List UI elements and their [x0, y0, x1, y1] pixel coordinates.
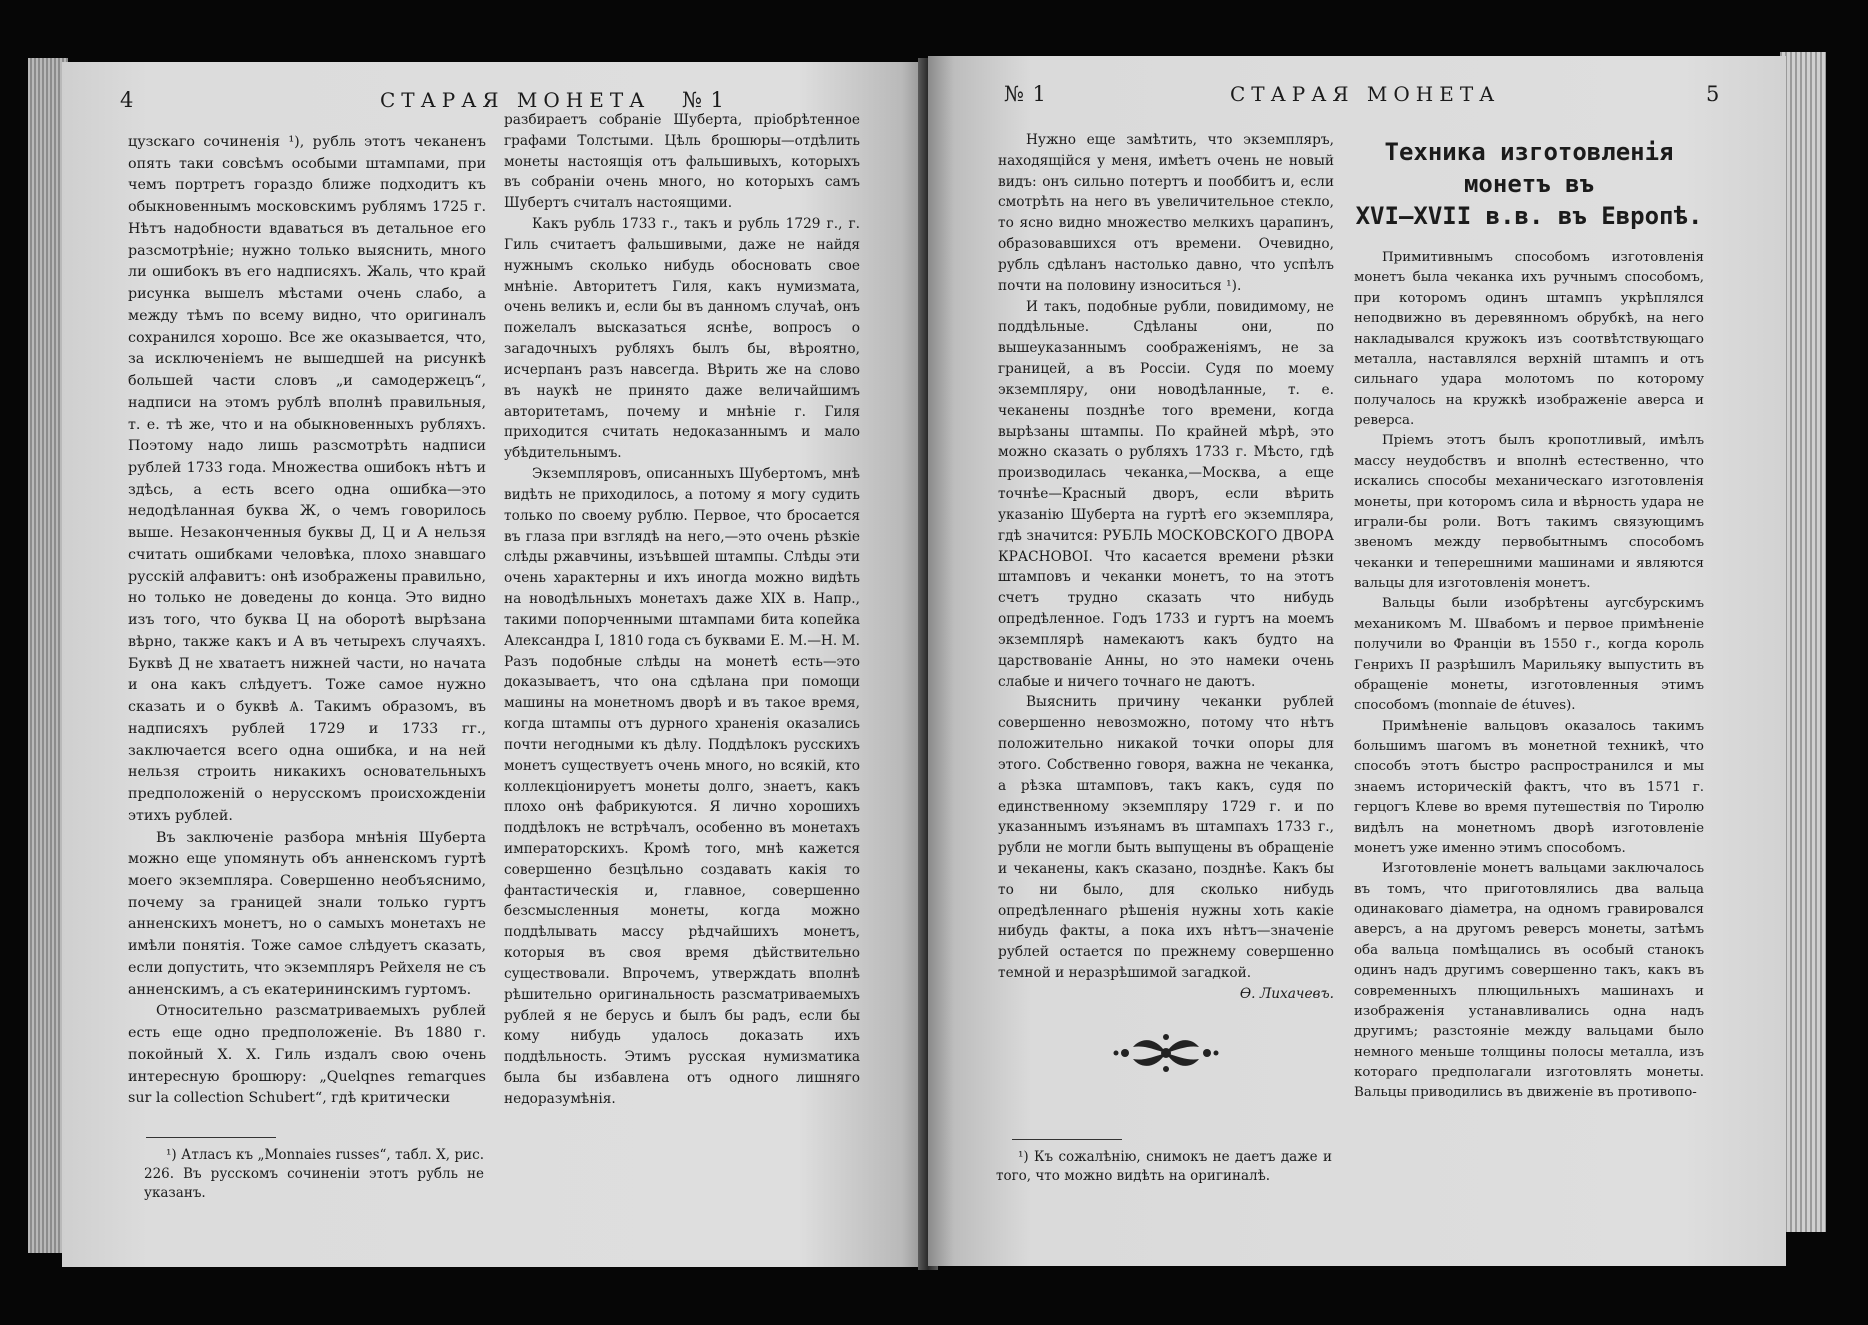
footnote-text: ¹) Къ сожалѣнію, снимокъ не даетъ даже и того, что можно видѣть на оригиналѣ.: [996, 1149, 1332, 1184]
left-column-2: [504, 110, 860, 1110]
author-signature: Ѳ. Лихачевъ.: [1239, 985, 1334, 1002]
page-number-left: 4: [120, 88, 135, 112]
paragraph: И такъ, подобные рубли, повидимому, не поддѣльные. Сдѣланы они, по вышеуказаннымъ соображеніямъ, не за границей, а въ Россіи. Судя по моему экземпляру, они новодѣланные, т. е. чеканены позднѣе того времени, когда вырѣзаны штампы. По крайней мѣрѣ, это можно сказать о рубляхъ 1733 г. Мѣсто, гдѣ производилась чеканка,—Москва, а еще точнѣе—Красный дворъ, если вѣрить указанію Шуберта на гуртѣ его экземпляра, гдѣ значится: РУБЛЬ МОСКОВСКОГО ДВОРА КРАСНОВОІ. Что касается времени рѣзки штамповъ и чеканки монетъ, то на этотъ счетъ трудно сказать что нибудь опредѣленное. Годъ 1733 и гуртъ на моемъ экземплярѣ намекаютъ какъ будто на царствованіе Анны, но это намеки очень слабые и ничего точнаго не даютъ.: [998, 298, 1334, 690]
article-title-line-2: XVI—XVII в.в. въ Европѣ.: [1355, 202, 1703, 230]
footnote-text: ¹) Атласъ къ „Monnaies russes“, табл. X, рис. 226. Въ русскомъ сочиненіи этотъ рубль не указанъ.: [144, 1147, 484, 1201]
book-edge-right: [1780, 52, 1826, 1232]
floral-ornament-icon: [998, 1031, 1334, 1075]
page-number-right: 5: [1706, 82, 1721, 106]
paragraph: цузскаго сочиненія ¹), рубль этотъ чеканенъ опять таки совсѣмъ особыми штампами, при чемъ портретъ гораздо ближе подходитъ къ обыкновеннымъ московскимъ рублямъ 1725 г. Нѣтъ надобности вдаваться въ детальное его разсмотрѣніе; нужно только выяснить, много ли ошибокъ въ его надписяхъ. Жаль, что край рисунка вышелъ мѣстами очень слабо, а между тѣмъ по всему видно, что оригиналъ сохранился хорошо. Все же оказывается, что, за исключеніемъ не вышедшей на рисункѣ большей части словъ „и самодержецъ“, надписи на этомъ рублѣ вполнѣ правильныя, т. е. тѣ же, что и на обыкновенныхъ рубляхъ. Поэтому надо лишь разсмотрѣть надписи рублей 1733 года. Множества ошибокъ нѣтъ и здѣсь, а есть всего одна ошибка—это недодѣланная буква Ж, о чемъ говорилось выше. Незаконченныя буквы Д, Ц и А нельзя считать ошибками человѣка, плохо знавшаго русскій алфавитъ: онѣ изображены правильно, но только не доведены до конца. Это видно изъ того, что буква Ц на оборотѣ вырѣзана вѣрно, также какъ и А въ четырехъ случаяхъ. Буквѣ Д не хватаетъ нижней части, но начата и она какъ слѣдуетъ. Тоже самое нужно сказать и о буквѣ Ѧ. Такимъ образомъ, въ надписяхъ рублей 1729 и 1733 гг., заключается всего одна ошибка, и на ней нельзя строить никакихъ основательныхъ предположеній о нерусскомъ происхожденіи этихъ рублей.: [128, 134, 486, 824]
paragraph: Выяснить причину чеканки рублей совершенно невозможно, потому что нѣтъ положительно никакой точки опоры для этого. Собственно говоря, важна не чеканка, а рѣзка штамповъ, такъ какъ, судя по единственному экземпляру 1729 г. и по указаннымъ изъянамъ въ штампахъ 1733 г., рубли не могли быть выпущены въ обращеніе и чеканены, какъ сказано, позднѣе. Какъ бы то ни было, для сколько нибудь опредѣленнаго рѣшенія нужны хоть какіе нибудь факты, а пока ихъ нѣтъ—значеніе рублей остается по прежнему совершенно темной и неразрѣшимой загадкой.: [998, 694, 1334, 982]
journal-title-left: СТАРАЯ МОНЕТА: [380, 88, 651, 112]
right-column-2: [1354, 136, 1704, 1104]
article-title: [1354, 136, 1704, 232]
left-page: [62, 62, 928, 1267]
paragraph: Экземпляровъ, описанныхъ Шубертомъ, мнѣ видѣть не приходилось, а потому я могу судить только по своему рублю. Первое, что бросается въ глаза при взглядѣ на него,—это очень рѣзкіе слѣды ржавчины, изъѣвшей штампы. Слѣды эти очень характерны и ихъ иногда можно видѣть на новодѣльныхъ монетахъ даже XIX в. Напр., такими попорченными штампами бита копейка Александра I, 1810 года съ буквами Е. М.—Н. М. Разъ подобные слѣды на монетѣ есть—это доказываетъ, что она сдѣлана при помощи машины на монетномъ дворѣ и въ такое время, когда штампы отъ дурного храненія оказались почти негодными къ дѣлу. Поддѣлокъ русскихъ монетъ существуетъ очень много, но всякій, кто коллекціонируетъ монеты долго, знаетъ, какъ плохо онѣ фабрикуются. Я лично хорошихъ поддѣлокъ не встрѣчалъ, особенно въ монетахъ императорскихъ. Кромѣ того, мнѣ кажется совершенно безцѣльно создавать какія то фантастическія и, главное, совершенно безсмысленныя монеты, когда можно поддѣлывать массу рѣдчайшихъ монетъ, которыя въ своя время дѣйствительно существовали. Впрочемъ, утверждать вполнѣ рѣшительно оригинальность разсматриваемыхъ рублей я не берусь и былъ бы радъ, если бы кому нибудь удалось доказать ихъ поддѣльность. Этимъ русская нумизматика была бы избавлена отъ одного лишняго недоразумѣнія.: [504, 466, 860, 1107]
paragraph: разбираетъ собраніе Шуберта, пріобрѣтенное графами Толстыми. Цѣль брошюры—отдѣлить монеты настоящія отъ фальшивыхъ, которыхъ въ собраніи очень много, но которыхъ самъ Шубертъ считалъ настоящими.: [504, 112, 860, 212]
left-column-1: [128, 132, 486, 1110]
footnote-left: [144, 1146, 484, 1203]
paragraph: Нужно еще замѣтить, что экземпляръ, находящійся у меня, имѣетъ очень не новый видъ: онъ сильно потертъ и пооббитъ и, если смотрѣть на него въ увеличительное стекло, то ясно видно множество мелкихъ царапинъ, образовавшихся отъ времени. Очевидно, рубль сдѣланъ настолько давно, что успѣлъ почти на половину износиться ¹).: [998, 132, 1334, 294]
right-column-1: [998, 130, 1334, 1075]
footnote-rule-left: [146, 1137, 276, 1138]
paragraph: Пріемъ этотъ былъ кропотливый, имѣлъ массу неудобствъ и вполнѣ естественно, что искались способы механическаго изготовленія монеты, при которомъ сила и вѣрность удара не играли-бы роли. Вотъ такимъ связующимъ звеномъ между первобытнымъ способомъ чеканки и теперешними машинами и являются вальцы для изготовленія монетъ.: [1354, 433, 1704, 591]
journal-title-right: СТАРАЯ МОНЕТА: [1230, 82, 1501, 106]
footnote-right: [996, 1148, 1332, 1186]
right-running-head: [928, 82, 1786, 122]
issue-number-left: № 1: [682, 88, 725, 112]
paragraph: Въ заключеніе разбора мнѣнія Шуберта можно еще упомянуть объ анненскомъ гуртѣ моего экземпляра. Совершенно необъяснимо, почему за границей знали только гуртъ анненскихъ монетъ, но о самыхъ монетахъ не имѣли понятія. Тоже самое слѣдуетъ сказать, если допустить, что экземпляръ Рейхеля не съ анненскимъ, а съ екатерининскимъ гуртомъ.: [128, 829, 486, 998]
article-title-line-1: Техника изготовленія монетъ въ: [1384, 138, 1674, 198]
paragraph: Примѣненіе вальцовъ оказалось такимъ большимъ шагомъ въ монетной техникѣ, что способъ этотъ быстро распространился и мы знаемъ историческій фактъ, что въ 1571 г. герцогъ Клеве во время путешествія по Тиролю видѣлъ на монетномъ дворѣ изготовленіе монетъ уже именно этимъ способомъ.: [1354, 718, 1704, 856]
right-page: [928, 56, 1786, 1266]
paragraph: Относительно разсматриваемыхъ рублей есть еще одно предположеніе. Въ 1880 г. покойный Х. Х. Гиль издалъ свою очень интересную брошюру: „Quelqnes remarques sur la collection Schubert“, гдѣ критически: [128, 1003, 486, 1107]
issue-number-right: № 1: [1004, 82, 1047, 106]
paragraph: Вальцы были изобрѣтены аугсбурскимъ механикомъ М. Швабомъ и первое примѣненіе получили во Франціи въ 1550 г., когда король Генрихъ II разрѣшилъ Марильяку выпустить въ обращеніе монеты, изготовленныя этимъ способомъ (monnaie de étuves).: [1354, 596, 1704, 714]
paragraph: Изготовленіе монетъ вальцами заключалось въ томъ, что приготовлялись два вальца одинаковаго діаметра, на одномъ гравировался аверсъ, а на другомъ реверсъ монеты, затѣмъ оба вальца помѣщались въ особый станокъ одинъ надъ другимъ совершенно такъ, какъ въ современныхъ плющильныхъ машинахъ и изображенія устанавливались одна надъ другимъ; разстояніе между вальцами было немного меньше толщины полосы металла, изъ котораго предполагали изготовлять монеты. Вальцы приводились въ движеніе въ противопо-: [1354, 861, 1704, 1101]
paragraph: Примитивнымъ способомъ изготовленія монетъ была чеканка ихъ ручнымъ способомъ, при которомъ одинъ штампъ укрѣплялся неподвижно въ деревянномъ обрубкѣ, на него накладывался кружокъ изъ соотвѣтствующаго металла, наставлялся верхній штампъ и отъ сильнаго удара молотомъ по которому получалось на кружкѣ изображеніе аверса и реверса.: [1354, 250, 1704, 428]
paragraph: Какъ рубль 1733 г., такъ и рубль 1729 г., г. Гиль считаетъ фальшивыми, даже не найдя нужнымъ сколько нибудь обосновать свое мнѣніе. Авторитетъ Гиля, какъ нумизмата, очень великъ и, если бы въ данномъ случаѣ, онъ пожелалъ высказаться яснѣе, вопросъ о загадочныхъ рубляхъ былъ бы, вѣроятно, исчерпанъ разъ навсегда. Вѣрить же на слово въ наукѣ не принято даже величайшимъ авторитетамъ, почему и мнѣніе г. Гиля приходится считать недоказаннымъ и мало убѣдительнымъ.: [504, 216, 860, 462]
footnote-rule-right: [1012, 1139, 1122, 1140]
